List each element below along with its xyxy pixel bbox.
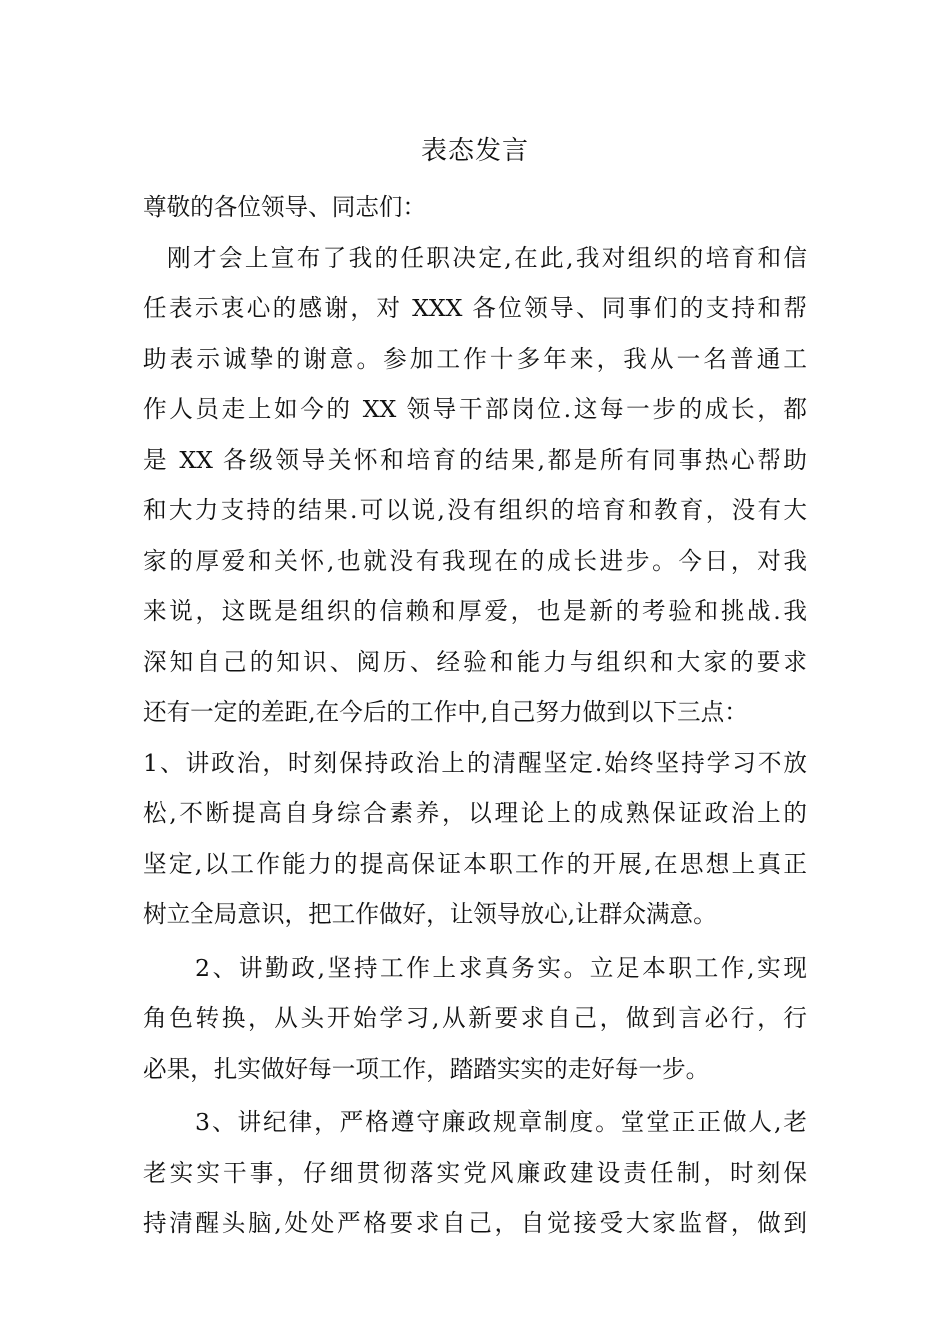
paragraph-1-line-1: 刚才会上宣布了我的任职决定,在此,我对组织的培育和信	[167, 243, 807, 272]
paragraph-1-line-6: 和大力支持的结果.可以说,没有组织的培育和教育，没有大	[143, 496, 807, 524]
paragraph-3-line-2: 角色转换，从头开始学习,从新要求自己，做到言必行，行	[143, 1004, 807, 1032]
document-body	[143, 182, 807, 1249]
paragraph-4-line-3: 持清醒头脑,处处严格要求自己，自觉接受大家监督，做到	[143, 1209, 807, 1237]
paragraph-2-line-4: 树立全局意识，把工作做好，让领导放心,让群众满意。	[143, 900, 717, 928]
paragraph-1-line-9: 深知自己的知识、阅历、经验和能力与组织和大家的要求	[143, 647, 807, 676]
paragraph-1-line-2: 任表示衷心的感谢，对 XXX 各位领导、同事们的支持和帮	[143, 294, 807, 322]
salutation: 尊敬的各位领导、同志们：	[143, 193, 427, 221]
paragraph-3-line-1: 2、讲勤政,坚持工作上求真务实。立足本职工作,实现	[195, 953, 807, 982]
paragraph-1-line-5: 是 XX 各级领导关怀和培育的结果,都是所有同事热心帮助	[143, 445, 807, 474]
paragraph-4-line-2: 老实实干事，仔细贯彻落实党风廉政建设责任制，时刻保	[143, 1158, 807, 1187]
paragraph-3-line-3: 必果，扎实做好每一项工作，踏踏实实的走好每一步。	[143, 1054, 710, 1083]
paragraph-2-line-3: 坚定,以工作能力的提高保证本职工作的开展,在思想上真正	[143, 849, 807, 878]
paragraph-4-line-1: 3、讲纪律，严格遵守廉政规章制度。堂堂正正做人,老	[195, 1108, 807, 1136]
paragraph-1-line-7: 家的厚爱和关怀,也就没有我现在的成长进步。今日，对我	[143, 546, 807, 575]
document-title: 表态发言	[420, 136, 529, 166]
paragraph-1-line-8: 来说，这既是组织的信赖和厚爱，也是新的考验和挑战.我	[143, 597, 807, 625]
paragraph-2-line-1: 1、讲政治，时刻保持政治上的清醒坚定.始终坚持学习不放	[143, 748, 807, 777]
paragraph-1-line-10: 还有一定的差距,在今后的工作中,自己努力做到以下三点：	[143, 698, 748, 726]
paragraph-1-line-3: 助表示诚挚的谢意。参加工作十多年来，我从一名普通工	[143, 344, 807, 373]
paragraph-1-line-4: 作人员走上如今的 XX 领导干部岗位.这每一步的成长，都	[143, 395, 807, 423]
paragraph-2-line-2: 松,不断提高自身综合素养，以理论上的成熟保证政治上的	[143, 799, 807, 827]
